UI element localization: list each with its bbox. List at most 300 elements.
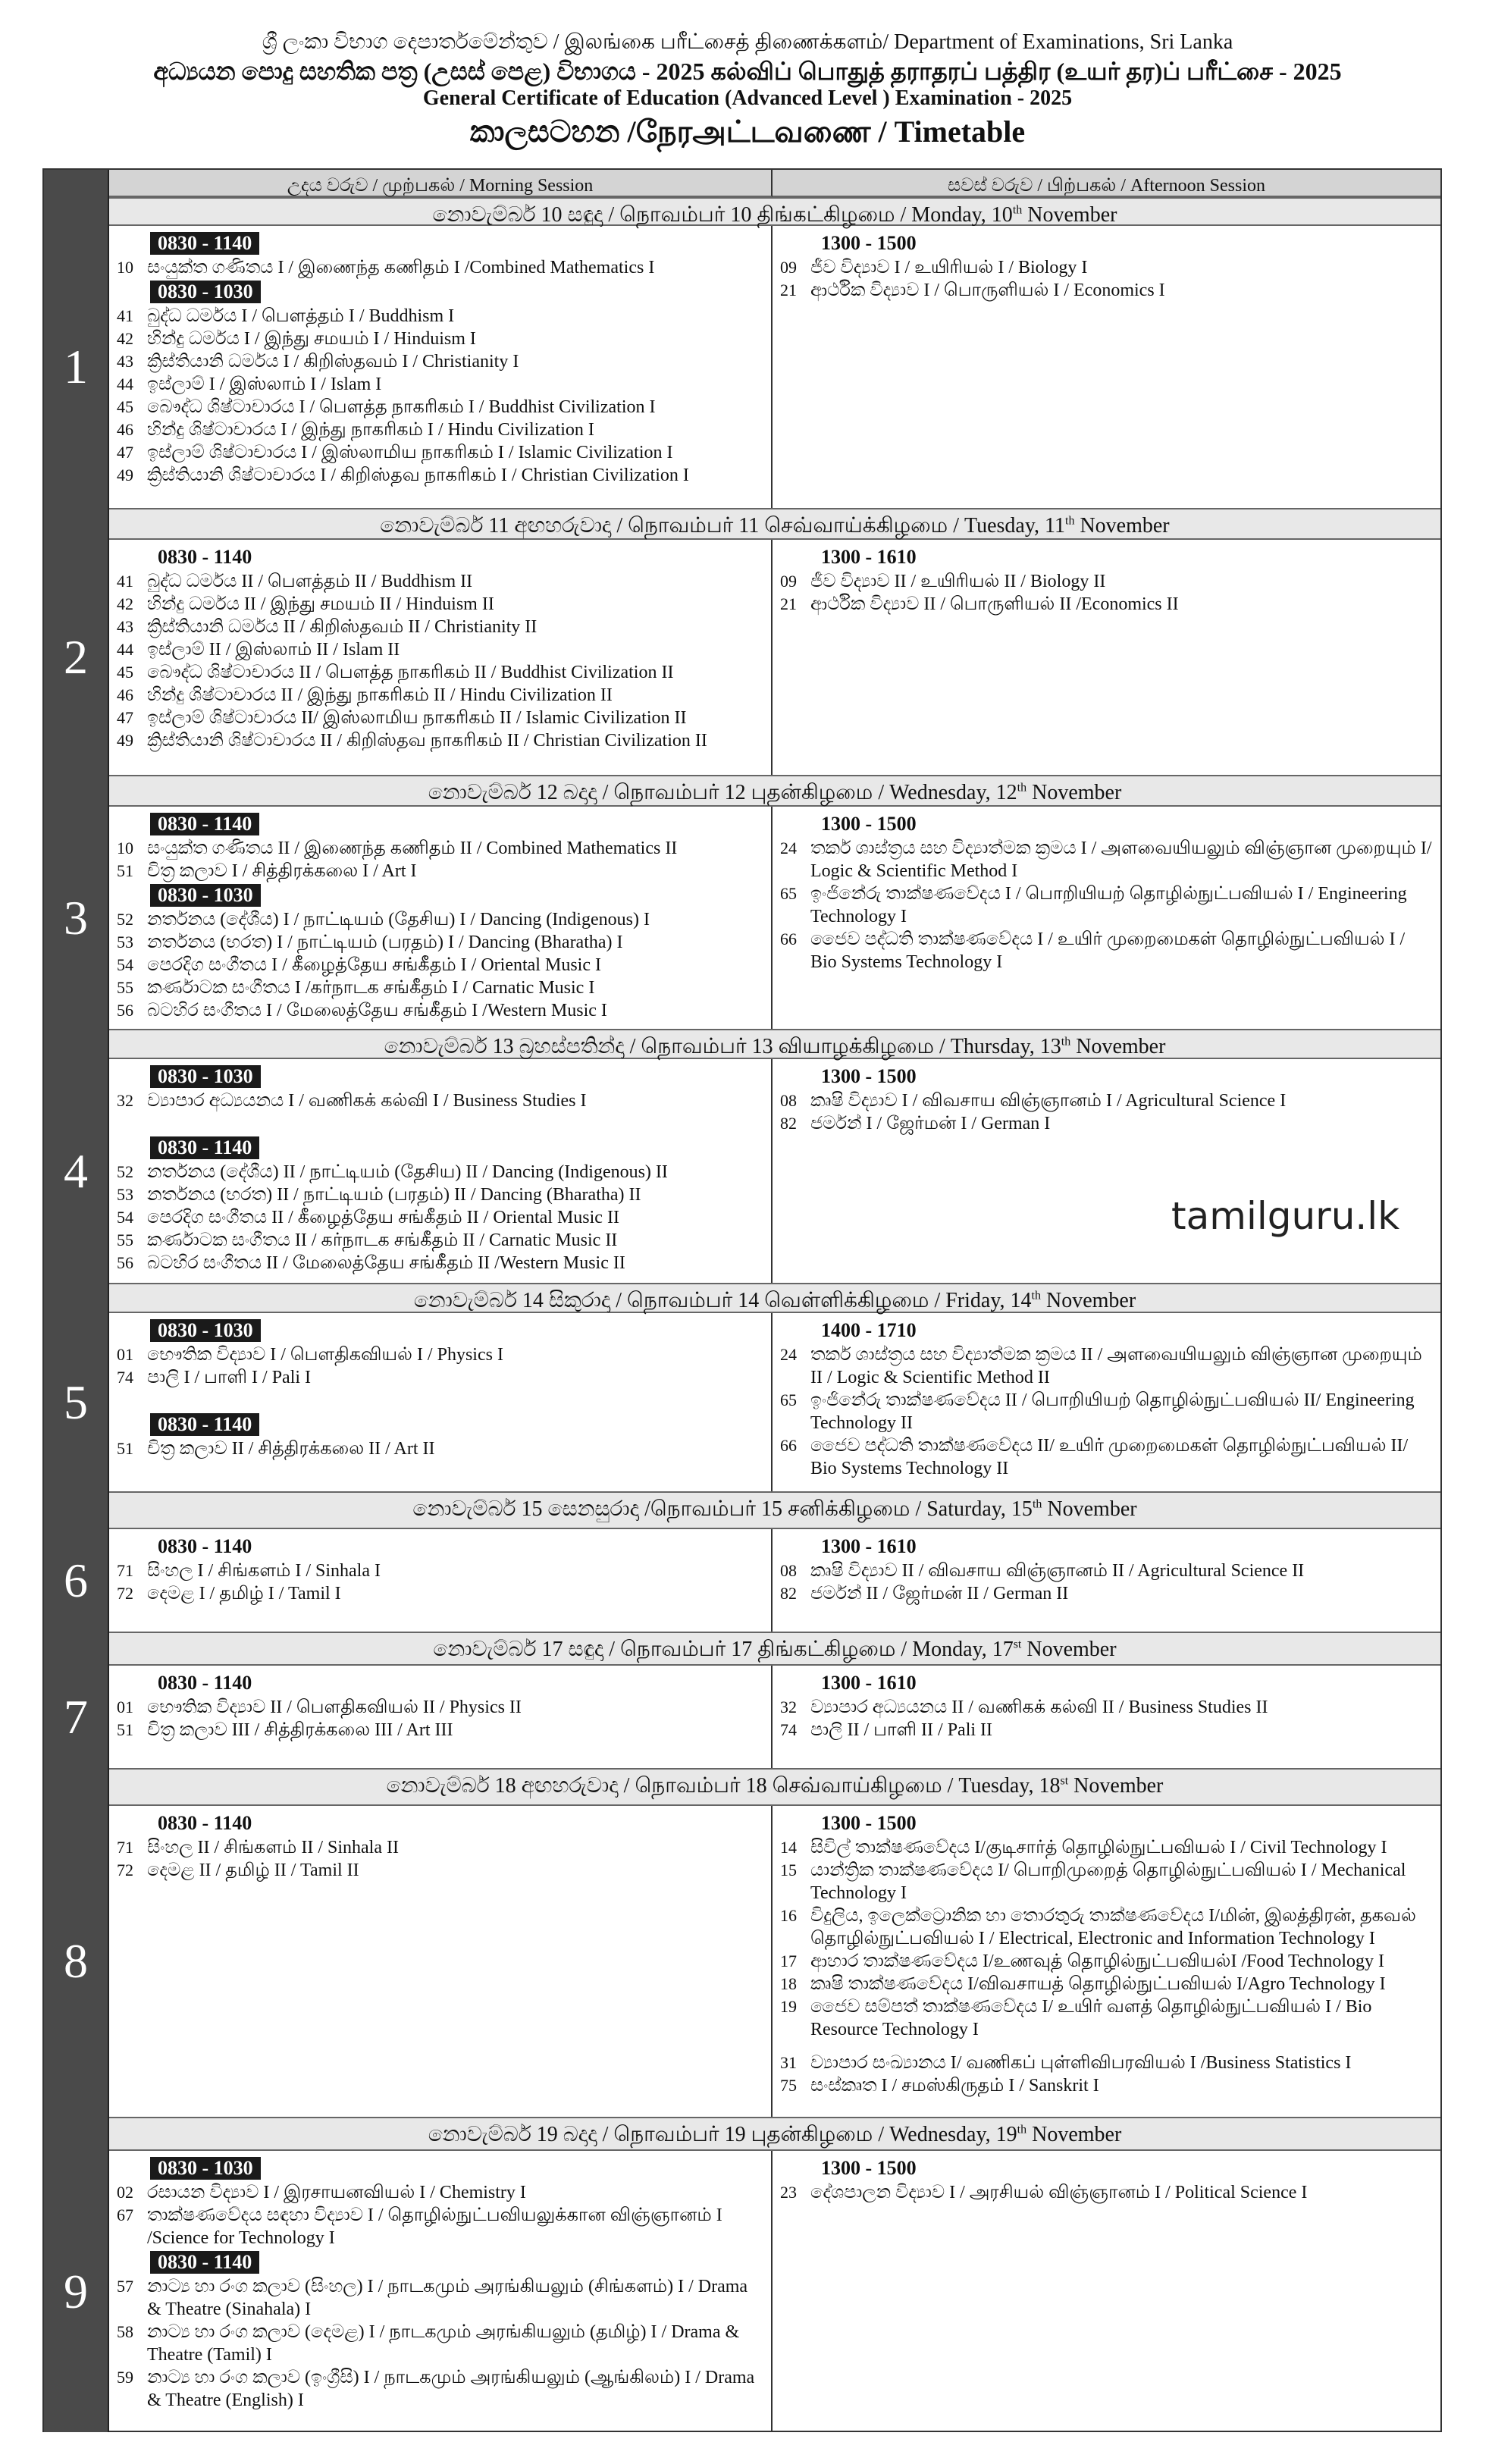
subject-name: පෙරදිග සංගීතය II / கீழைத்தேய சங்கீதம் II / Oriental Music II [147, 1208, 619, 1227]
subject-code: 45 [117, 663, 133, 682]
subject-item [780, 837, 1433, 882]
subject-code: 46 [117, 420, 133, 439]
day-date-row [44, 1632, 1440, 1666]
session-time-badge: 1300 - 1500 [821, 1812, 917, 1834]
subject-name: සංයුක්ත ගණිතය I / இணைந்த கணிதம் I /Combined Mathematics I [147, 258, 655, 277]
subject-name: රසායන විද්‍යාව I / இரசாயனவியல் I / Chemistry I [147, 2183, 526, 2202]
subject-code: 10 [117, 839, 133, 857]
subject-item [780, 928, 1433, 973]
subject-code: 82 [780, 1584, 797, 1603]
subject-item [780, 1560, 1433, 1582]
subject-name: ක්‍රිස්තියානි ධර්මය II / கிறிஸ்தவம் II / Christianity II [147, 617, 538, 637]
subject-item [117, 373, 763, 396]
subject-code: 43 [117, 352, 133, 371]
day-block [44, 1806, 1440, 2117]
morning-cell [109, 1529, 773, 1632]
afternoon-cell [773, 1059, 1440, 1283]
subject-name: සංස්කෘත I / சமஸ்கிருதம் I / Sanskrit I [810, 2076, 1099, 2096]
morning-cell [109, 1666, 773, 1768]
subject-name: නර්තනය (භරත) I / நாட்டியம் (பரதம்) I / Dancing (Bharatha) I [147, 933, 623, 952]
subject-code: 41 [117, 306, 133, 325]
subject-code: 56 [117, 1001, 133, 1020]
subject-name: කෘෂි තාක්ෂණවේදය I/விவசாயத் தொழில்நுட்பவியல் I/Agro Technology I [810, 1974, 1386, 1994]
subject-name: ජර්මන් I / ஜேர்மன் I / German I [810, 1114, 1051, 1133]
day-date-label: නොවැම්බර් 14 සිකුරාදා / நொவம்பர் 14 வெள்ளிக்கிழமை / Friday, 14th November [109, 1283, 1440, 1313]
subject-code: 75 [780, 2076, 797, 2095]
session-time-badge: 0830 - 1140 [150, 2251, 259, 2274]
subject-name: චිත්‍ර කලාව I / சித்திரக்கலை I / Art I [147, 861, 417, 881]
subject-item [117, 328, 763, 350]
afternoon-session-header [773, 170, 1440, 197]
subject-name: ජෛව සම්පත් තාක්ෂණවේදය I/ உயிர் வளத் தொழில்நுட்பவியல் I / Bio Resource Technology I [810, 1997, 1372, 2039]
afternoon-cell [773, 2151, 1440, 2432]
subject-code: 09 [780, 572, 797, 591]
subject-item [780, 1719, 1433, 1741]
session-time-badge: 1400 - 1710 [821, 1319, 917, 1341]
subject-code: 65 [780, 884, 797, 903]
subject-item [117, 908, 763, 931]
subject-code: 55 [117, 1230, 133, 1249]
subject-item [117, 860, 763, 882]
subject-name: ජෛව පද්ධති තාක්ෂණවේදය I / உயிர் முறைமைகள் தொழில்நுட்பவியல் I / Bio Systems Technology I [810, 929, 1406, 972]
subject-item [780, 279, 1433, 302]
day-number: 6 [44, 1529, 109, 1632]
subject-item [117, 570, 763, 593]
subject-name: ව්‍යාපාර අධ්‍යයනය II / வணிகக் கல்வி II / Business Studies II [810, 1698, 1268, 1717]
subject-item [117, 1696, 763, 1719]
subject-code: 52 [117, 1162, 133, 1181]
subject-item [117, 1183, 763, 1206]
sidebar-cell [44, 197, 109, 226]
subject-code: 01 [117, 1345, 133, 1364]
morning-cell [109, 2151, 773, 2432]
subject-item [117, 256, 763, 279]
subject-code: 10 [117, 258, 133, 277]
subject-code: 14 [780, 1838, 797, 1857]
subject-item [117, 1343, 763, 1366]
subject-item [780, 1995, 1433, 2041]
subject-item [117, 2321, 763, 2366]
subject-name: හින්දු ධර්මය II / இந்து சமயம் II / Hinduism II [147, 594, 494, 614]
day-block [44, 2151, 1440, 2432]
day-block [44, 226, 1440, 508]
subject-name: ආර්ථික විද්‍යාව II / பொருளியல் II /Economics II [810, 594, 1179, 614]
subject-item [117, 396, 763, 419]
subject-item [117, 999, 763, 1022]
subject-name: බටහිර සංගීතය I / மேலைத்தேய சங்கீதம் I /Western Music I [147, 1001, 607, 1020]
subject-item [117, 707, 763, 729]
sidebar-cell [44, 775, 109, 807]
page-title: කාලසටහන /நேரஅட்டவணை / Timetable [469, 114, 1026, 149]
subject-code: 42 [117, 594, 133, 613]
subject-code: 02 [117, 2183, 133, 2202]
subject-item [780, 1836, 1433, 1859]
subject-code: 71 [117, 1561, 133, 1580]
session-time-badge: 0830 - 1140 [158, 1672, 252, 1694]
morning-cell [109, 1313, 773, 1491]
subject-name: ජීව විද්‍යාව I / உயிரியல் I / Biology I [810, 258, 1088, 277]
subject-item [117, 1229, 763, 1252]
subject-name: සිවිල් තාක්ෂණවේදය I/குடிசார்த் தொழில்நுட்பவியல் I / Civil Technology I [810, 1838, 1387, 1857]
subject-item [117, 441, 763, 464]
subject-item [780, 256, 1433, 279]
subject-item [780, 1389, 1433, 1434]
subject-name: ඉස්ලාම් I / இஸ்லாம் I / Islam I [147, 375, 382, 394]
timetable [42, 168, 1442, 2432]
subject-item [117, 1859, 763, 1882]
session-time-badge: 1300 - 1500 [821, 1065, 917, 1087]
subject-item [780, 1089, 1433, 1112]
session-time-badge: 0830 - 1140 [158, 546, 252, 568]
session-time-badge: 0830 - 1140 [150, 813, 259, 835]
day-date-label: නොවැම්බර් 18 අඟහරුවාදා / நொவம்பர் 18 செவ்வாய்கிழமை / Tuesday, 18st November [109, 1768, 1440, 1806]
subject-code: 74 [780, 1720, 797, 1739]
subject-item [117, 464, 763, 487]
subject-code: 66 [780, 929, 797, 948]
subject-code: 46 [117, 685, 133, 704]
subject-code: 45 [117, 397, 133, 416]
subject-item [780, 1582, 1433, 1605]
day-number: 2 [44, 540, 109, 775]
subject-item [117, 2181, 763, 2204]
subject-item [117, 1560, 763, 1582]
subject-name: පාලි II / பாளி II / Pali II [810, 1720, 993, 1740]
day-number: 9 [44, 2151, 109, 2432]
department-heading: ශ්‍රී ලංකා විභාග දෙපාර්තමේන්තුව / இலங்கை பரீட்சைத் திணைக்களம்/ Department of Examinations, Sri Lanka [262, 30, 1233, 54]
day-number: 7 [44, 1666, 109, 1768]
day-number: 3 [44, 807, 109, 1029]
subject-item [117, 1366, 763, 1389]
subject-name: සංයුක්ත ගණිතය II / இணைந்த கணிதம் II / Combined Mathematics II [147, 839, 678, 858]
session-time-badge: 0830 - 1030 [150, 1319, 261, 1342]
day-date-row [44, 775, 1440, 807]
subject-code: 51 [117, 1439, 133, 1458]
subject-name: බෞද්ධ ශිෂ්ටාචාරය I / பௌத்த நாகரிகம் I / Buddhist Civilization I [147, 397, 656, 417]
subject-name: දේශපාලන විද්‍යාව I / அரசியல் விஞ்ஞானம் I / Political Science I [810, 2183, 1308, 2202]
subject-code: 19 [780, 1997, 797, 2016]
subject-code: 54 [117, 1208, 133, 1227]
day-date-label: නොවැම්බර් 13 බ්‍රහස්පතින්දා / நொவம்பர் 13 வியாழக்கிழமை / Thursday, 13th November [109, 1029, 1440, 1059]
subject-item [117, 1719, 763, 1741]
subject-item [117, 684, 763, 707]
day-date-row [44, 197, 1440, 226]
day-date-row [44, 1029, 1440, 1059]
subject-name: කෘෂි විද්‍යාව II / விவசாய விஞ்ஞானம் II / Agricultural Science II [810, 1561, 1305, 1581]
subject-item [117, 931, 763, 954]
sidebar-cell [44, 1632, 109, 1666]
subject-code: 42 [117, 329, 133, 348]
session-time-badge: 0830 - 1030 [150, 2157, 261, 2180]
day-date-label: නොවැම්බර් 19 බදාදා / நொவம்பர் 19 புதன்கிழமை / Wednesday, 19th November [109, 2117, 1440, 2151]
subject-item [117, 350, 763, 373]
subject-item [780, 882, 1433, 928]
subject-code: 15 [780, 1861, 797, 1879]
subject-item [117, 638, 763, 661]
subject-code: 54 [117, 955, 133, 974]
subject-code: 01 [117, 1698, 133, 1716]
subject-name: නාට්‍ය හා රංග කලාව (ඉංග්‍රීසි) I / நாடகமும் அரங்கியலும் (ஆங்கிலம்) I / Drama & Theatre (English) I [147, 2368, 755, 2410]
subject-item [117, 593, 763, 616]
subject-item [117, 954, 763, 977]
afternoon-cell [773, 1666, 1440, 1768]
subject-code: 21 [780, 281, 797, 299]
session-time-badge: 1300 - 1610 [821, 546, 917, 568]
day-block [44, 1666, 1440, 1768]
session-time-badge: 0830 - 1140 [158, 1812, 252, 1834]
session-time-badge: 0830 - 1030 [150, 884, 261, 907]
session-time-badge: 1300 - 1610 [821, 1672, 917, 1694]
subject-item [117, 1582, 763, 1605]
subject-code: 17 [780, 1951, 797, 1970]
subject-code: 21 [780, 594, 797, 613]
subject-item [117, 1089, 763, 1112]
subject-item [780, 1950, 1433, 1973]
afternoon-session-label: සවස් වරුව / பிற்பகல் / Afternoon Session [947, 176, 1266, 196]
subject-code: 32 [117, 1091, 133, 1110]
afternoon-cell [773, 1313, 1440, 1491]
subject-name: නර්තනය (භරත) II / நாட்டியம் (பரதம்) II / Dancing (Bharatha) II [147, 1185, 641, 1205]
subject-name: පෙරදිග සංගීතය I / கீழைத்தேய சங்கீதம் I / Oriental Music I [147, 955, 601, 975]
subject-name: භෞතික විද්‍යාව I / பௌதிகவியல் I / Physics I [147, 1345, 503, 1365]
sidebar-cell [44, 1029, 109, 1059]
subject-code: 58 [117, 2322, 133, 2341]
day-block [44, 540, 1440, 775]
subject-name: දෙමළ I / தமிழ் I / Tamil I [147, 1584, 341, 1603]
day-block [44, 1529, 1440, 1632]
subject-code: 72 [117, 1584, 133, 1603]
subject-code: 51 [117, 861, 133, 880]
session-time-badge: 0830 - 1030 [150, 281, 261, 303]
subject-name: ඉස්ලාම් ශිෂ්ටාචාරය II/ இஸ்லாமிய நாகரிகம் II / Islamic Civilization II [147, 708, 687, 728]
subject-item [780, 1904, 1433, 1950]
subject-name: බුද්ධ ධර්මය II / பௌத்தம் II / Buddhism II [147, 572, 473, 591]
day-date-row [44, 2117, 1440, 2151]
subject-name: ඉස්ලාම් II / இஸ்லாம் II / Islam II [147, 640, 400, 660]
subject-item [117, 1206, 763, 1229]
subject-name: සිංහල I / சிங்களம் I / Sinhala I [147, 1561, 381, 1581]
subject-item [780, 1434, 1433, 1480]
subject-code: 16 [780, 1906, 797, 1925]
subject-item [117, 2204, 763, 2249]
subject-code: 53 [117, 933, 133, 951]
subject-code: 23 [780, 2183, 797, 2202]
subject-name: තර්ක ශාස්ත්‍රය සහ විද්‍යාත්මක ක්‍රමය II / அளவையியலும் விஞ்ஞான முறையும் II / Logic & Scientific Method II [810, 1345, 1422, 1387]
day-number: 1 [44, 226, 109, 508]
subject-name: ඉංජිනේරු තාක්ෂණවේදය I / பொறியியற் தொழில்நுட்பவியல் I / Engineering Technology I [810, 884, 1407, 926]
morning-session-header [109, 170, 773, 197]
subject-name: දෙමළ II / தமிழ் II / Tamil II [147, 1861, 359, 1880]
sidebar-cell [44, 508, 109, 540]
subject-name: භෞතික විද්‍යාව II / பௌதிகவியல் II / Physics II [147, 1698, 522, 1717]
morning-session-label: උදය වරුව / முற்பகல் / Morning Session [287, 176, 594, 196]
subject-code: 49 [117, 731, 133, 750]
subject-code: 31 [780, 2053, 797, 2072]
session-time-badge: 0830 - 1140 [150, 232, 259, 255]
subject-name: ආර්ථික විද්‍යාව I / பொருளியல் I / Economics I [810, 281, 1165, 300]
session-time-badge: 1300 - 1610 [821, 1535, 917, 1557]
subject-name: ක්‍රිස්තියානි ශිෂ්ටාචාරය I / கிறிஸ்தவ நாகரிகம் I / Christian Civilization I [147, 466, 689, 485]
afternoon-cell [773, 1529, 1440, 1632]
session-time-badge: 1300 - 1500 [821, 813, 917, 835]
subject-item [117, 1437, 763, 1460]
subject-code: 53 [117, 1185, 133, 1204]
subject-name: ව්‍යාපාර අධ්‍යයනය I / வணிகக் கல்வி I / Business Studies I [147, 1091, 587, 1111]
morning-cell [109, 540, 773, 775]
subject-item [117, 729, 763, 752]
subject-code: 43 [117, 617, 133, 636]
afternoon-cell [773, 1806, 1440, 2117]
subject-code: 67 [117, 2205, 133, 2224]
subject-name: ඉස්ලාම් ශිෂ්ටාචාරය I / இஸ்லாமிய நாகரிகம் I / Islamic Civilization I [147, 443, 673, 462]
subject-code: 47 [117, 443, 133, 462]
subject-code: 56 [117, 1253, 133, 1272]
subject-code: 44 [117, 640, 133, 659]
subject-item [780, 1859, 1433, 1904]
subject-name: ක්‍රිස්තියානි ශිෂ්ටාචාරය II / கிறிஸ்தவ நாகரிகம் II / Christian Civilization II [147, 731, 707, 751]
subject-name: පාලි I / பாளி I / Pali I [147, 1368, 312, 1387]
subject-item [780, 593, 1433, 616]
day-block [44, 1313, 1440, 1491]
subject-item [780, 2181, 1433, 2204]
day-date-label: නොවැම්බර් 15 සෙනසුරාදා /நொவம்பர் 15 சனிக்கிழமை / Saturday, 15th November [109, 1491, 1440, 1529]
morning-cell [109, 226, 773, 508]
subject-code: 09 [780, 258, 797, 277]
subject-item [780, 1973, 1433, 1995]
subject-code: 08 [780, 1091, 797, 1110]
subject-item [117, 1161, 763, 1183]
subject-name: කර්ණාටක සංගීතය I /கர்நாடக சங்கீதம் I / Carnatic Music I [147, 978, 595, 998]
sidebar-cell [44, 2117, 109, 2151]
subject-code: 49 [117, 466, 133, 484]
subject-name: ආහාර තාක්ෂණවේදය I/உணவுத் தொழில்நுட்பவியல்I /Food Technology I [810, 1951, 1384, 1971]
subject-name: කෘෂි විද්‍යාව I / விவசாய விஞ்ஞானம் I / Agricultural Science I [810, 1091, 1287, 1111]
sidebar-cell [44, 1283, 109, 1313]
subject-name: තාක්ෂණවේදය සඳහා විද්‍යාව I / தொழில்நுட்பவியலுக்கான விஞ்ஞானம் I /Science for Technology I [147, 2205, 722, 2248]
exam-heading-local: අධ්‍යයන පොදු සහතික පත්‍ර (උසස් පෙළ) විභාගය - 2025 கல்விப் பொதுத் தராதரப் பத்திர (உயர் தர)ப் பரீட்சை - 2025 [153, 58, 1342, 85]
exam-heading-english: General Certificate of Education (Advanced Level ) Examination - 2025 [422, 86, 1073, 110]
subject-name: ජීව විද්‍යාව II / உயிரியல் II / Biology II [810, 572, 1106, 591]
subject-name: ඉංජිනේරු තාක්ෂණවේදය II / பொறியியற் தொழில்நுட்பவியல் II/ Engineering Technology II [810, 1390, 1415, 1433]
day-number: 5 [44, 1313, 109, 1491]
subject-name: තර්ක ශාස්ත්‍රය සහ විද්‍යාත්මක ක්‍රමය I / அளவையியலும் விஞ்ஞான முறையும் I/ Logic & Scientific Method I [810, 839, 1432, 881]
subject-item [117, 419, 763, 441]
subject-name: හින්දු ධර්මය I / இந்து சமயம் I / Hinduism I [147, 329, 476, 349]
subject-item [117, 1252, 763, 1274]
subject-name: සිංහල II / சிங்களம் II / Sinhala II [147, 1838, 399, 1857]
day-block [44, 807, 1440, 1029]
subject-code: 82 [780, 1114, 797, 1133]
afternoon-cell [773, 807, 1440, 1029]
subject-code: 08 [780, 1561, 797, 1580]
subject-name: නාට්‍ය හා රංග කලාව (සිංහල) I / நாடகமும் அரங்கியலும் (சிங்களம்) I / Drama & Theatre (Sinahala) I [147, 2277, 748, 2319]
subject-name: විදුලිය, ඉලෙක්ට්‍රොනික හා තොරතුරු තාක්ෂණවේදය I/மின், இலத்திரன், தகவல் தொழில்நுட்பவியல் I / Electrical, Electronic and Information Technology I [810, 1906, 1416, 1948]
sidebar-cell [44, 1768, 109, 1806]
subject-code: 44 [117, 375, 133, 393]
subject-code: 55 [117, 978, 133, 997]
subject-name: නාට්‍ය හා රංග කලාව (දෙමළ) I / நாடகமும் அரங்கியலும் (தமிழ்) I / Drama & Theatre (Tamil) I [147, 2322, 740, 2365]
day-date-row [44, 508, 1440, 540]
day-date-row [44, 1768, 1440, 1806]
subject-code: 18 [780, 1974, 797, 1993]
day-date-label: නොවැම්බර් 12 බදාදා / நொவம்பர் 12 புதன்கிழமை / Wednesday, 12th November [109, 775, 1440, 807]
day-number: 8 [44, 1806, 109, 2117]
subject-name: යාන්ත්‍රික තාක්ෂණවේදය I/ பொறிமுறைத் தொழில்நுட்பவியல் I / Mechanical Technology I [810, 1861, 1406, 1903]
session-time-badge: 0830 - 1030 [150, 1065, 261, 1088]
afternoon-cell [773, 226, 1440, 508]
subject-name: ක්‍රිස්තියානි ධර්මය I / கிறிஸ்தவம் I / Christianity I [147, 352, 519, 371]
session-time-badge: 1300 - 1500 [821, 232, 917, 254]
subject-code: 32 [780, 1698, 797, 1716]
morning-cell [109, 1806, 773, 2117]
morning-cell [109, 1059, 773, 1283]
day-date-row [44, 1491, 1440, 1529]
day-date-label: නොවැම්බර් 11 අඟහරුවාදා / நொவம்பர் 11 செவ்வாய்க்கிழமை / Tuesday, 11th November [109, 508, 1440, 540]
subject-code: 52 [117, 910, 133, 929]
day-date-label: නොවැම්බර් 17 සඳුදා / நொவம்பர் 17 திங்கட்கிழமை / Monday, 17st November [109, 1632, 1440, 1666]
subject-item [117, 661, 763, 684]
subject-code: 74 [117, 1368, 133, 1387]
subject-item [780, 2052, 1433, 2074]
session-time-badge: 0830 - 1140 [150, 1136, 259, 1159]
sidebar-cell [44, 170, 109, 197]
subject-code: 65 [780, 1390, 797, 1409]
session-time-badge: 1300 - 1500 [821, 2157, 917, 2179]
subject-code: 47 [117, 708, 133, 727]
subject-name: නර්තනය (දේශීය) II / நாட்டியம் (தேசிய) II / Dancing (Indigenous) II [147, 1162, 668, 1182]
subject-code: 71 [117, 1838, 133, 1857]
subject-name: ව්‍යාපාර සංඛ්‍යානය I/ வணிகப் புள்ளிவிபரவியல் I /Business Statistics I [810, 2053, 1352, 2073]
subject-name: චිත්‍ර කලාව II / சித்திரக்கலை II / Art II [147, 1439, 435, 1459]
day-date-label: නොවැම්බර් 10 සඳුදා / நொவம்பர் 10 திங்கட்கிழமை / Monday, 10th November [109, 197, 1440, 226]
session-time-badge: 0830 - 1140 [158, 1535, 252, 1557]
subject-code: 24 [780, 839, 797, 857]
subject-item [117, 616, 763, 638]
subject-item [117, 977, 763, 999]
subject-item [780, 570, 1433, 593]
subject-name: නර්තනය (දේශීය) I / நாட்டியம் (தேசிய) I / Dancing (Indigenous) I [147, 910, 650, 929]
subject-item [117, 305, 763, 328]
subject-name: හින්දු ශිෂ්ටාචාරය II / இந்து நாகரிகம் II / Hindu Civilization II [147, 685, 613, 705]
day-number: 4 [44, 1059, 109, 1283]
subject-item [117, 1836, 763, 1859]
session-time-badge: 0830 - 1140 [150, 1413, 259, 1436]
sidebar-cell [44, 1491, 109, 1529]
subject-code: 57 [117, 2277, 133, 2296]
day-date-row [44, 1283, 1440, 1313]
subject-name: ජර්මන් II / ஜேர்மன் II / German II [810, 1584, 1069, 1603]
morning-cell [109, 807, 773, 1029]
subject-item [117, 2366, 763, 2412]
subject-name: හින්දු ශිෂ්ටාචාරය I / இந்து நாகரிகம் I / Hindu Civilization I [147, 420, 594, 440]
subject-code: 41 [117, 572, 133, 591]
subject-name: බෞද්ධ ශිෂ්ටාචාරය II / பௌத்த நாகரிகம் II / Buddhist Civilization II [147, 663, 674, 682]
subject-name: චිත්‍ර කලාව III / சித்திரக்கலை III / Art III [147, 1720, 453, 1740]
subject-code: 59 [117, 2368, 133, 2387]
subject-code: 66 [780, 1436, 797, 1455]
subject-item [780, 1696, 1433, 1719]
subject-item [780, 2074, 1433, 2097]
subject-name: බුද්ධ ධර්මය I / பௌத்தம் I / Buddhism I [147, 306, 455, 326]
subject-name: ජෛව පද්ධති තාක්ෂණවේදය II/ உயிர் முறைமைகள் தொழில்நுட்பவியல் II/ Bio Systems Technology II [810, 1436, 1409, 1478]
subject-item [780, 1343, 1433, 1389]
session-header-row [44, 170, 1440, 197]
subject-name: බටහිර සංගීතය II / மேலைத்தேய சங்கீதம் II /Western Music II [147, 1253, 625, 1273]
subject-code: 51 [117, 1720, 133, 1739]
subject-item [780, 1112, 1433, 1135]
watermark: tamilguru.lk [1171, 1194, 1400, 1238]
subject-code: 24 [780, 1345, 797, 1364]
afternoon-cell [773, 540, 1440, 775]
